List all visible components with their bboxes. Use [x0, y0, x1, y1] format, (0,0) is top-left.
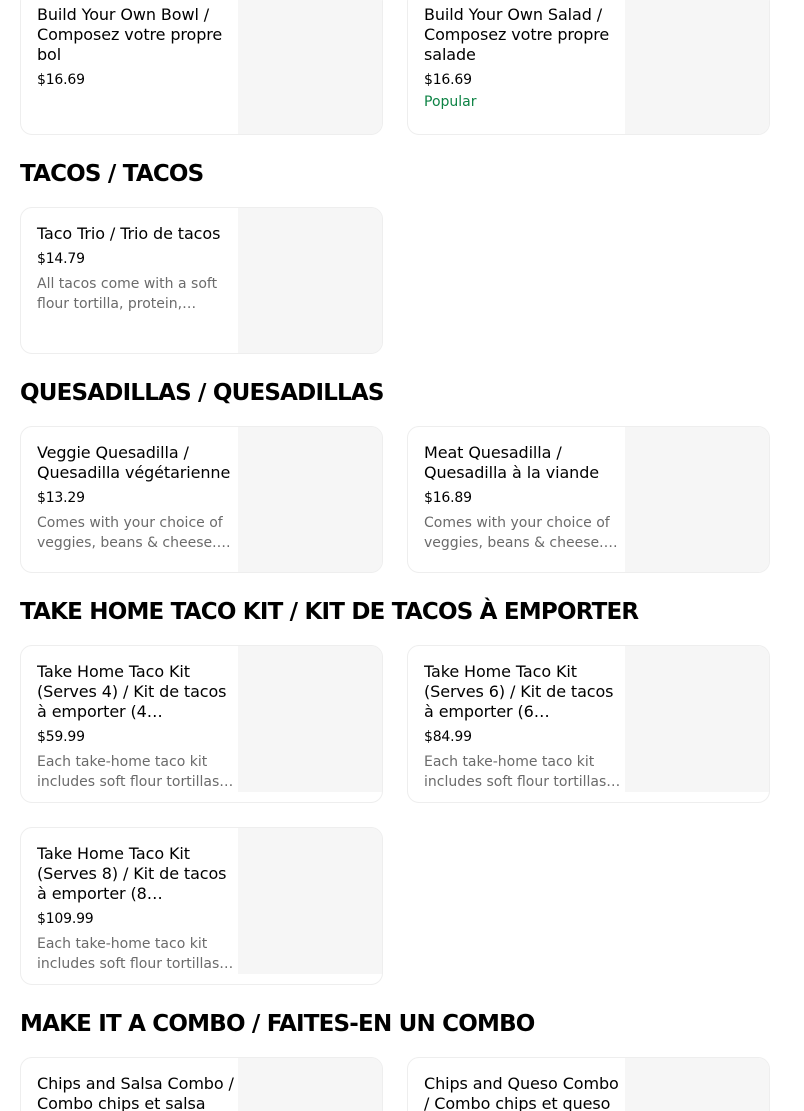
- menu-item-price: $14.79: [37, 251, 85, 267]
- menu-item-image: [238, 208, 382, 353]
- menu-item-price: $84.99: [424, 729, 472, 745]
- section-title-taco-kit: TAKE HOME TACO KIT / KIT DE TACOS À EMPORTER: [20, 599, 639, 625]
- menu-item-card[interactable]: [20, 645, 383, 803]
- section-title-combo: MAKE IT A COMBO / FAITES-EN UN COMBO: [20, 1011, 535, 1037]
- menu-item-name: Take Home Taco Kit (Serves 6) / Kit de tacos à emporter (6: [424, 662, 614, 721]
- menu-item-info: [37, 662, 237, 792]
- section-title-quesadillas: QUESADILLAS / QUESADILLAS: [20, 380, 384, 406]
- menu-item-info: [424, 1074, 624, 1111]
- menu-item-info: [37, 224, 237, 314]
- menu-item-price: $16.89: [424, 490, 472, 506]
- menu-item-image: [238, 828, 382, 974]
- menu-item-info: [37, 844, 237, 974]
- menu-item-image: [238, 646, 382, 792]
- menu-item-card[interactable]: [20, 426, 383, 573]
- menu-item-info: [37, 443, 237, 553]
- menu-item-description: Each take-home taco kit includes soft flour tortillas,: [37, 754, 224, 790]
- menu-item-card[interactable]: [20, 207, 383, 354]
- menu-item-image: [625, 1058, 769, 1111]
- menu-item-name: Taco Trio / Trio de tacos: [37, 224, 221, 243]
- menu-item-price: $16.69: [37, 72, 85, 88]
- menu-item-info: [424, 443, 624, 553]
- menu-item-description: Each take-home taco kit includes soft flour tortillas,: [424, 754, 611, 790]
- menu-item-price: $13.29: [37, 490, 85, 506]
- menu-item-info: [37, 5, 237, 89]
- popular-badge: Popular: [424, 94, 477, 110]
- menu-item-description: All tacos come with a soft flour tortilla, protein,: [37, 276, 218, 312]
- menu-item-card[interactable]: [407, 645, 770, 803]
- menu-item-image: [238, 0, 382, 134]
- menu-item-image: [625, 0, 769, 134]
- menu-item-image: [238, 427, 382, 572]
- menu-item-card[interactable]: [20, 827, 383, 985]
- menu-item-name: Chips and Salsa Combo / Combo chips et salsa: [37, 1074, 234, 1111]
- menu-item-info: [424, 662, 624, 792]
- menu-item-description: Each take-home taco kit includes soft flour tortillas,: [37, 936, 224, 972]
- menu-item-description: Comes with your choice of veggies, beans & cheese.: [424, 515, 610, 551]
- section-title-tacos: TACOS / TACOS: [20, 161, 204, 187]
- menu-item-image: [238, 1058, 382, 1111]
- menu-item-name: Build Your Own Salad / Composez votre propre salade: [424, 5, 610, 64]
- menu-item-card[interactable]: [407, 0, 770, 135]
- menu-item-name: Meat Quesadilla / Quesadilla à la viande: [424, 443, 599, 482]
- menu-item-info: [424, 5, 624, 111]
- menu-item-name: Take Home Taco Kit (Serves 4) / Kit de tacos à emporter (4: [37, 662, 227, 721]
- menu-item-price: $59.99: [37, 729, 85, 745]
- menu-item-card[interactable]: [407, 1057, 770, 1111]
- menu-item-description: Comes with your choice of veggies, beans & cheese.: [37, 515, 223, 551]
- menu-item-card[interactable]: [407, 426, 770, 573]
- menu-item-image: [625, 427, 769, 572]
- menu-item-name: Build Your Own Bowl / Composez votre propre bol: [37, 5, 223, 64]
- menu-item-price: $16.69: [424, 72, 472, 88]
- menu-item-info: [37, 1074, 237, 1111]
- menu-item-card[interactable]: [20, 1057, 383, 1111]
- menu-item-card[interactable]: [20, 0, 383, 135]
- menu-item-name: Veggie Quesadilla / Quesadilla végétarienne: [37, 443, 231, 482]
- menu-item-name: Chips and Queso Combo / Combo chips et queso: [424, 1074, 619, 1111]
- menu-item-name: Take Home Taco Kit (Serves 8) / Kit de tacos à emporter (8: [37, 844, 227, 903]
- menu-item-image: [625, 646, 769, 792]
- menu-item-price: $109.99: [37, 911, 94, 927]
